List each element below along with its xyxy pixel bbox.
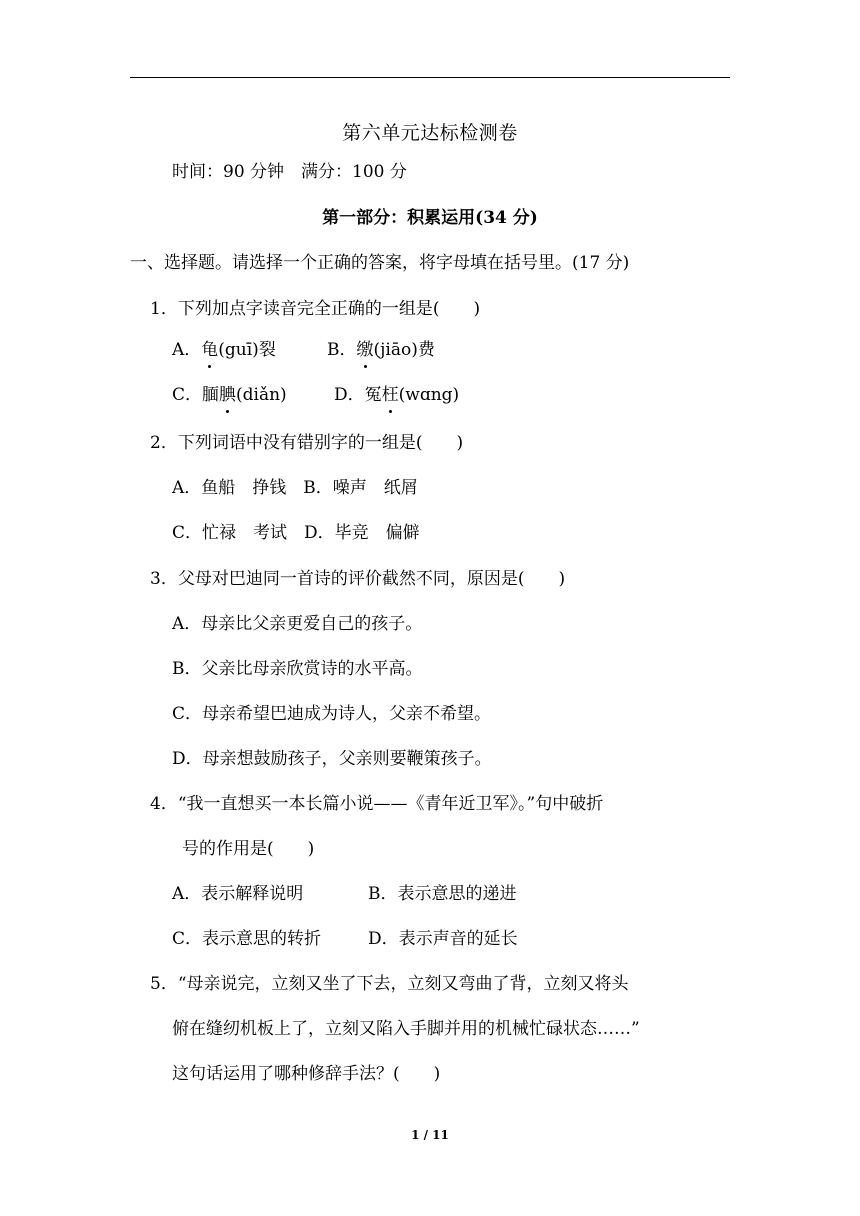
q1-option-a-label: A．: [172, 340, 202, 360]
q2-options-line1: A．鱼船 挣钱 B．噪声 纸屑: [172, 478, 418, 498]
q1-option-a-pinyin: (guī)裂: [218, 340, 276, 360]
q1-option-b-dotted-char: 缴: [356, 340, 374, 360]
q1-option-b-pinyin: (jiāo)费: [373, 340, 435, 360]
q1-option-d: [334, 383, 459, 407]
page-number: 1 / 11: [411, 1128, 449, 1142]
section1-heading: 一、选择题。请选择一个正确的答案，将字母填在括号里。(17 分): [130, 253, 630, 273]
q4-option-b: B．表示意思的递进: [368, 884, 517, 904]
q1-option-b-label: B．: [327, 340, 357, 360]
q2-options-line2: C．忙禄 考试 D．毕竞 偏僻: [172, 523, 420, 543]
q1-option-c: [172, 383, 287, 407]
part1-heading: 第一部分：积累运用(34 分): [322, 208, 538, 228]
q1-option-c-dotted-char: 腆: [219, 385, 237, 405]
q1-option-c-pinyin: (diǎn): [236, 385, 287, 405]
q1-stem: 1．下列加点字读音完全正确的一组是( ): [150, 299, 481, 319]
header-rule: [130, 77, 730, 78]
q5-stem-line3: 这句话运用了哪种修辞手法？( ): [172, 1064, 441, 1084]
q1-option-a-dotted-char: 龟: [201, 340, 219, 360]
q1-option-d-label: D．冤: [334, 385, 382, 405]
q3-stem: 3．父母对巴迪同一首诗的评价截然不同，原因是( ): [150, 569, 566, 589]
q1-option-b: [327, 338, 435, 362]
page-title: 第六单元达标检测卷: [342, 122, 518, 144]
q3-option-d: D．母亲想鼓励孩子，父亲则要鞭策孩子。: [172, 749, 492, 769]
q1-option-d-pinyin: (wɑng): [398, 385, 460, 405]
q5-stem-line1: 5．“母亲说完，立刻又坐了下去，立刻又弯曲了背，立刻又将头: [150, 974, 629, 994]
q4-stem-line2: 号的作用是( ): [182, 839, 315, 859]
q4-stem-line1: 4．“我一直想买一本长篇小说——《青年近卫军》。”句中破折: [150, 794, 604, 814]
q4-option-c: C．表示意思的转折: [172, 929, 322, 949]
q1-option-c-label: C．腼: [172, 385, 220, 405]
q1-option-a: [172, 338, 276, 362]
q5-stem-line2: 俯在缝纫机板上了，立刻又陷入手脚并用的机械忙碌状态……”: [172, 1019, 640, 1039]
exam-meta: 时间：90 分钟 满分：100 分: [172, 162, 407, 182]
q4-option-a: A．表示解释说明: [172, 884, 304, 904]
q4-option-d: D．表示声音的延长: [368, 929, 518, 949]
q1-option-d-dotted-char: 枉: [381, 385, 399, 405]
q3-option-c: C．母亲希望巴迪成为诗人，父亲不希望。: [172, 704, 492, 724]
q3-option-b: B．父亲比母亲欣赏诗的水平高。: [172, 659, 423, 679]
q3-option-a: A．母亲比父亲更爱自己的孩子。: [172, 614, 423, 634]
q2-stem: 2．下列词语中没有错别字的一组是( ): [150, 433, 464, 453]
